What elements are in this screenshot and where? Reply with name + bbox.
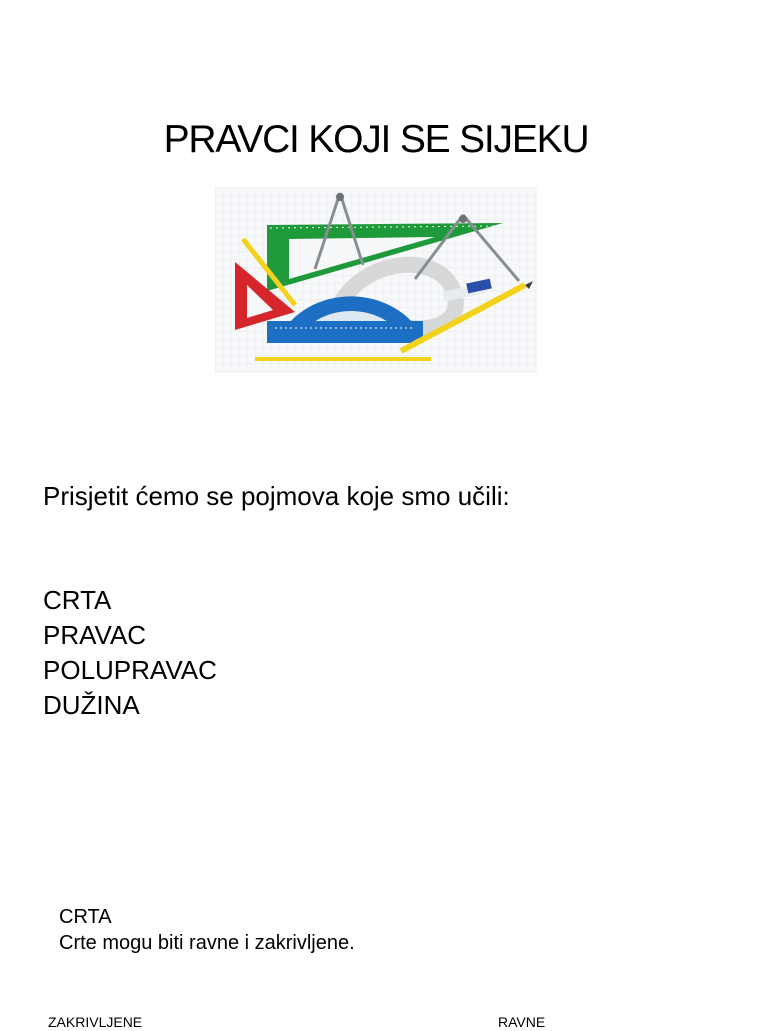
geometry-tools-illustration-icon (215, 187, 537, 373)
page-title: PRAVCI KOJI SE SIJEKU (163, 118, 589, 161)
concept-list (43, 583, 217, 723)
section-text: Crte mogu biti ravne i zakrivljene. (59, 932, 355, 954)
list-item: POLUPRAVAC (43, 655, 217, 685)
section-heading: CRTA (59, 906, 112, 928)
column-label-straight: RAVNE (498, 1014, 546, 1030)
column-label-curved: ZAKRIVLJENE (48, 1014, 143, 1030)
list-item: DUŽINA (43, 690, 140, 720)
intro-text: Prisjetit ćemo se pojmova koje smo učili: (43, 481, 510, 511)
list-item: CRTA (43, 585, 112, 615)
list-item: PRAVAC (43, 620, 147, 650)
